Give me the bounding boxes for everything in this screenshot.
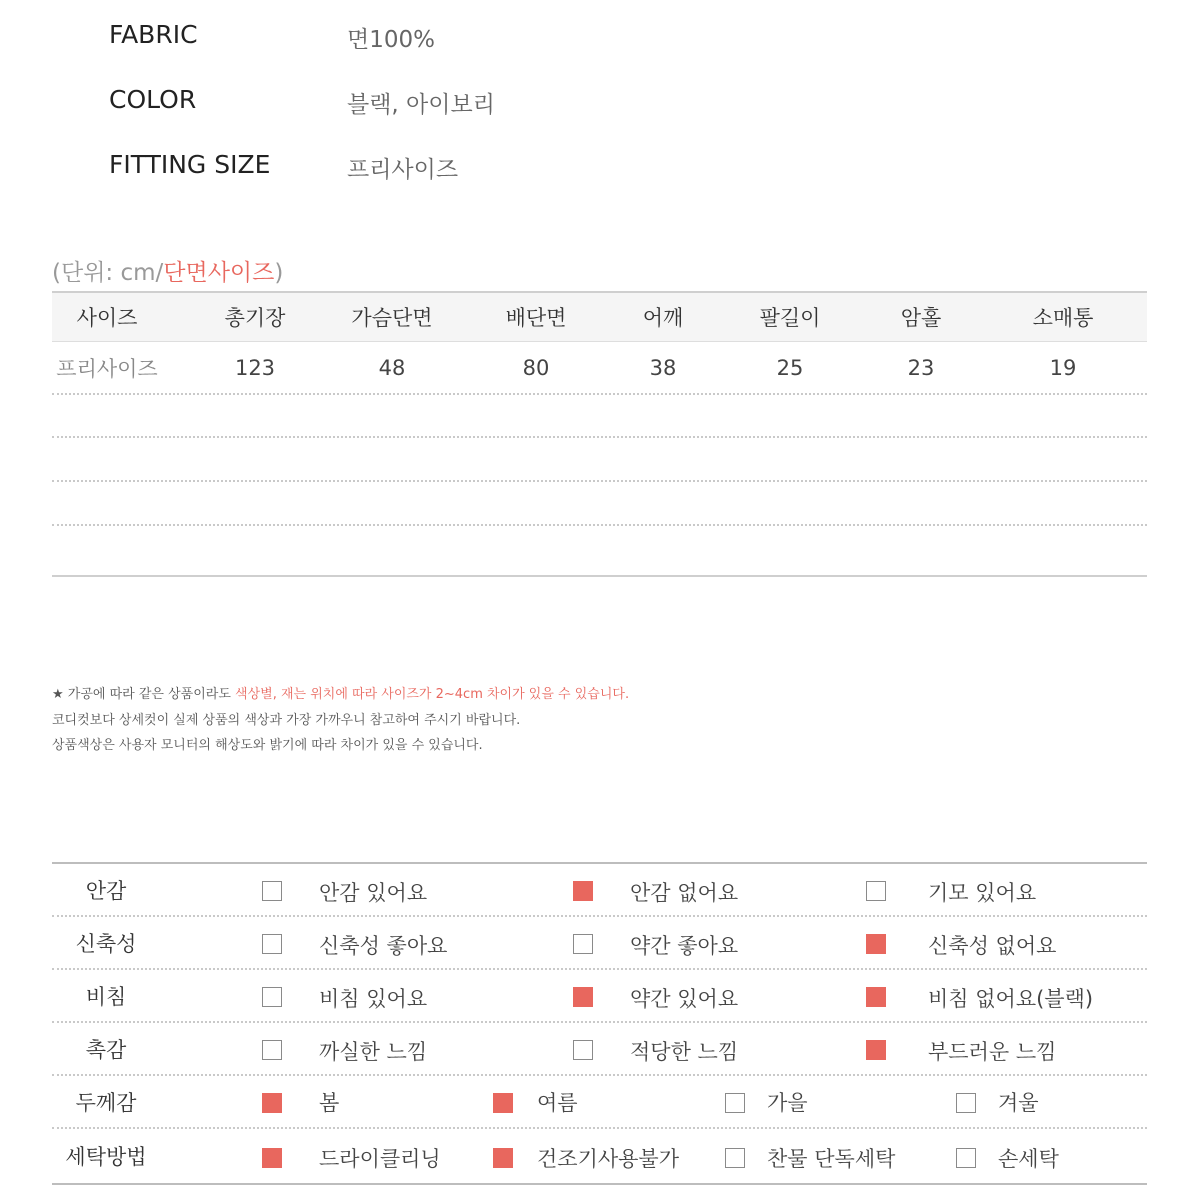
attr-row-thickness <box>52 1076 1147 1129</box>
attr-label: 촉감 <box>85 1037 127 1062</box>
checkbox[interactable] <box>262 987 282 1007</box>
checkbox[interactable] <box>956 1148 976 1168</box>
option-label: 건조기사용불가 <box>537 1147 680 1171</box>
spec-label-color: COLOR <box>109 85 197 114</box>
option-label: 겨울 <box>998 1091 1039 1115</box>
checkbox[interactable] <box>866 1040 886 1060</box>
option-label: 기모 있어요 <box>928 881 1037 905</box>
size-header-cell: 가슴단면 <box>351 306 433 330</box>
attr-label: 세탁방법 <box>65 1145 147 1169</box>
spec-value-color: 블랙, 아이보리 <box>347 92 495 118</box>
checkbox[interactable] <box>493 1148 513 1168</box>
option-label: 비침 없어요(블랙) <box>928 987 1094 1011</box>
checkbox[interactable] <box>725 1093 745 1113</box>
option-label: 부드러운 느낌 <box>928 1040 1057 1064</box>
size-header-cell: 소매통 <box>1032 306 1094 330</box>
option-label: 손세탁 <box>998 1147 1059 1171</box>
size-cell: 48 <box>378 355 406 380</box>
size-header-cell: 배단면 <box>505 306 567 330</box>
spec-label-fitting-size: FITTING SIZE <box>109 150 271 179</box>
unit-suffix: ) <box>274 260 284 286</box>
table-divider <box>52 575 1147 577</box>
unit-accent: 단면사이즈 <box>163 260 275 286</box>
option-label: 안감 없어요 <box>630 881 739 905</box>
note-1-accent: 색상별, 재는 위치에 따라 사이즈가 2~4cm 차이가 있을 수 있습니다. <box>235 687 630 702</box>
checkbox[interactable] <box>866 881 886 901</box>
option-label: 가을 <box>767 1091 808 1115</box>
size-cell: 프리사이즈 <box>56 356 158 381</box>
empty-table-row <box>52 436 1147 438</box>
option-label: 신축성 좋아요 <box>319 934 448 958</box>
checkbox[interactable] <box>493 1093 513 1113</box>
attr-label: 두께감 <box>75 1090 137 1115</box>
checkbox[interactable] <box>573 881 593 901</box>
table-row <box>52 342 1147 395</box>
option-label: 안감 있어요 <box>319 881 428 905</box>
size-cell: 19 <box>1049 355 1077 380</box>
option-label: 여름 <box>537 1091 578 1115</box>
option-label: 적당한 느낌 <box>630 1040 739 1064</box>
size-header-cell: 팔길이 <box>759 306 821 330</box>
spec-value-fitting-size: 프리사이즈 <box>347 157 459 183</box>
attr-row-texture <box>52 1023 1147 1076</box>
size-header-cell: 사이즈 <box>76 306 138 330</box>
checkbox[interactable] <box>573 987 593 1007</box>
checkbox[interactable] <box>573 934 593 954</box>
size-cell: 123 <box>234 355 276 380</box>
checkbox[interactable] <box>262 881 282 901</box>
empty-table-row <box>52 480 1147 482</box>
note-line-3: 상품색상은 사용자 모니터의 해상도와 밝기에 따라 차이가 있을 수 있습니다. <box>52 738 483 753</box>
option-label: 비침 있어요 <box>319 987 428 1011</box>
attr-row-sheerness <box>52 970 1147 1023</box>
checkbox[interactable] <box>725 1148 745 1168</box>
spec-value-fabric: 면100% <box>347 27 435 53</box>
option-label: 약간 좋아요 <box>630 934 739 958</box>
option-label: 드라이클리닝 <box>319 1147 441 1171</box>
option-label: 약간 있어요 <box>630 987 739 1011</box>
size-cell: 25 <box>776 355 804 380</box>
checkbox[interactable] <box>262 1040 282 1060</box>
checkbox[interactable] <box>956 1093 976 1113</box>
attr-row-lining <box>52 864 1147 917</box>
spec-label-fabric: FABRIC <box>109 20 198 49</box>
option-label: 까실한 느낌 <box>319 1040 428 1064</box>
checkbox[interactable] <box>866 934 886 954</box>
size-cell: 23 <box>907 355 935 380</box>
note-1-prefix: ★ 가공에 따라 같은 상품이라도 <box>52 687 236 702</box>
size-cell: 80 <box>522 355 550 380</box>
checkbox[interactable] <box>262 1148 282 1168</box>
attr-label: 신축성 <box>75 931 137 956</box>
option-label: 찬물 단독세탁 <box>767 1147 896 1171</box>
option-label: 신축성 없어요 <box>928 934 1057 958</box>
size-table <box>52 291 1147 395</box>
size-unit-caption <box>52 254 283 287</box>
attr-row-stretch <box>52 917 1147 970</box>
note-line-2: 코디컷보다 상세컷이 실제 상품의 색상과 가장 가까우니 참고하여 주시기 바랍니다. <box>52 713 521 728</box>
attribute-checklist <box>52 862 1147 1185</box>
size-header-cell: 어깨 <box>642 306 684 330</box>
empty-table-row <box>52 524 1147 526</box>
checkbox[interactable] <box>262 1093 282 1113</box>
attr-label: 비침 <box>85 984 127 1009</box>
checkbox[interactable] <box>262 934 282 954</box>
attr-row-washing <box>52 1129 1147 1183</box>
checkbox[interactable] <box>866 987 886 1007</box>
size-header-cell: 총기장 <box>224 306 286 330</box>
option-label: 봄 <box>319 1091 340 1115</box>
size-cell: 38 <box>649 355 677 380</box>
attr-label: 안감 <box>85 878 127 903</box>
checkbox[interactable] <box>573 1040 593 1060</box>
size-header-cell: 암홀 <box>900 306 942 330</box>
unit-prefix: (단위: cm/ <box>52 260 164 286</box>
size-table-header <box>52 291 1147 342</box>
note-line-1 <box>52 683 629 702</box>
